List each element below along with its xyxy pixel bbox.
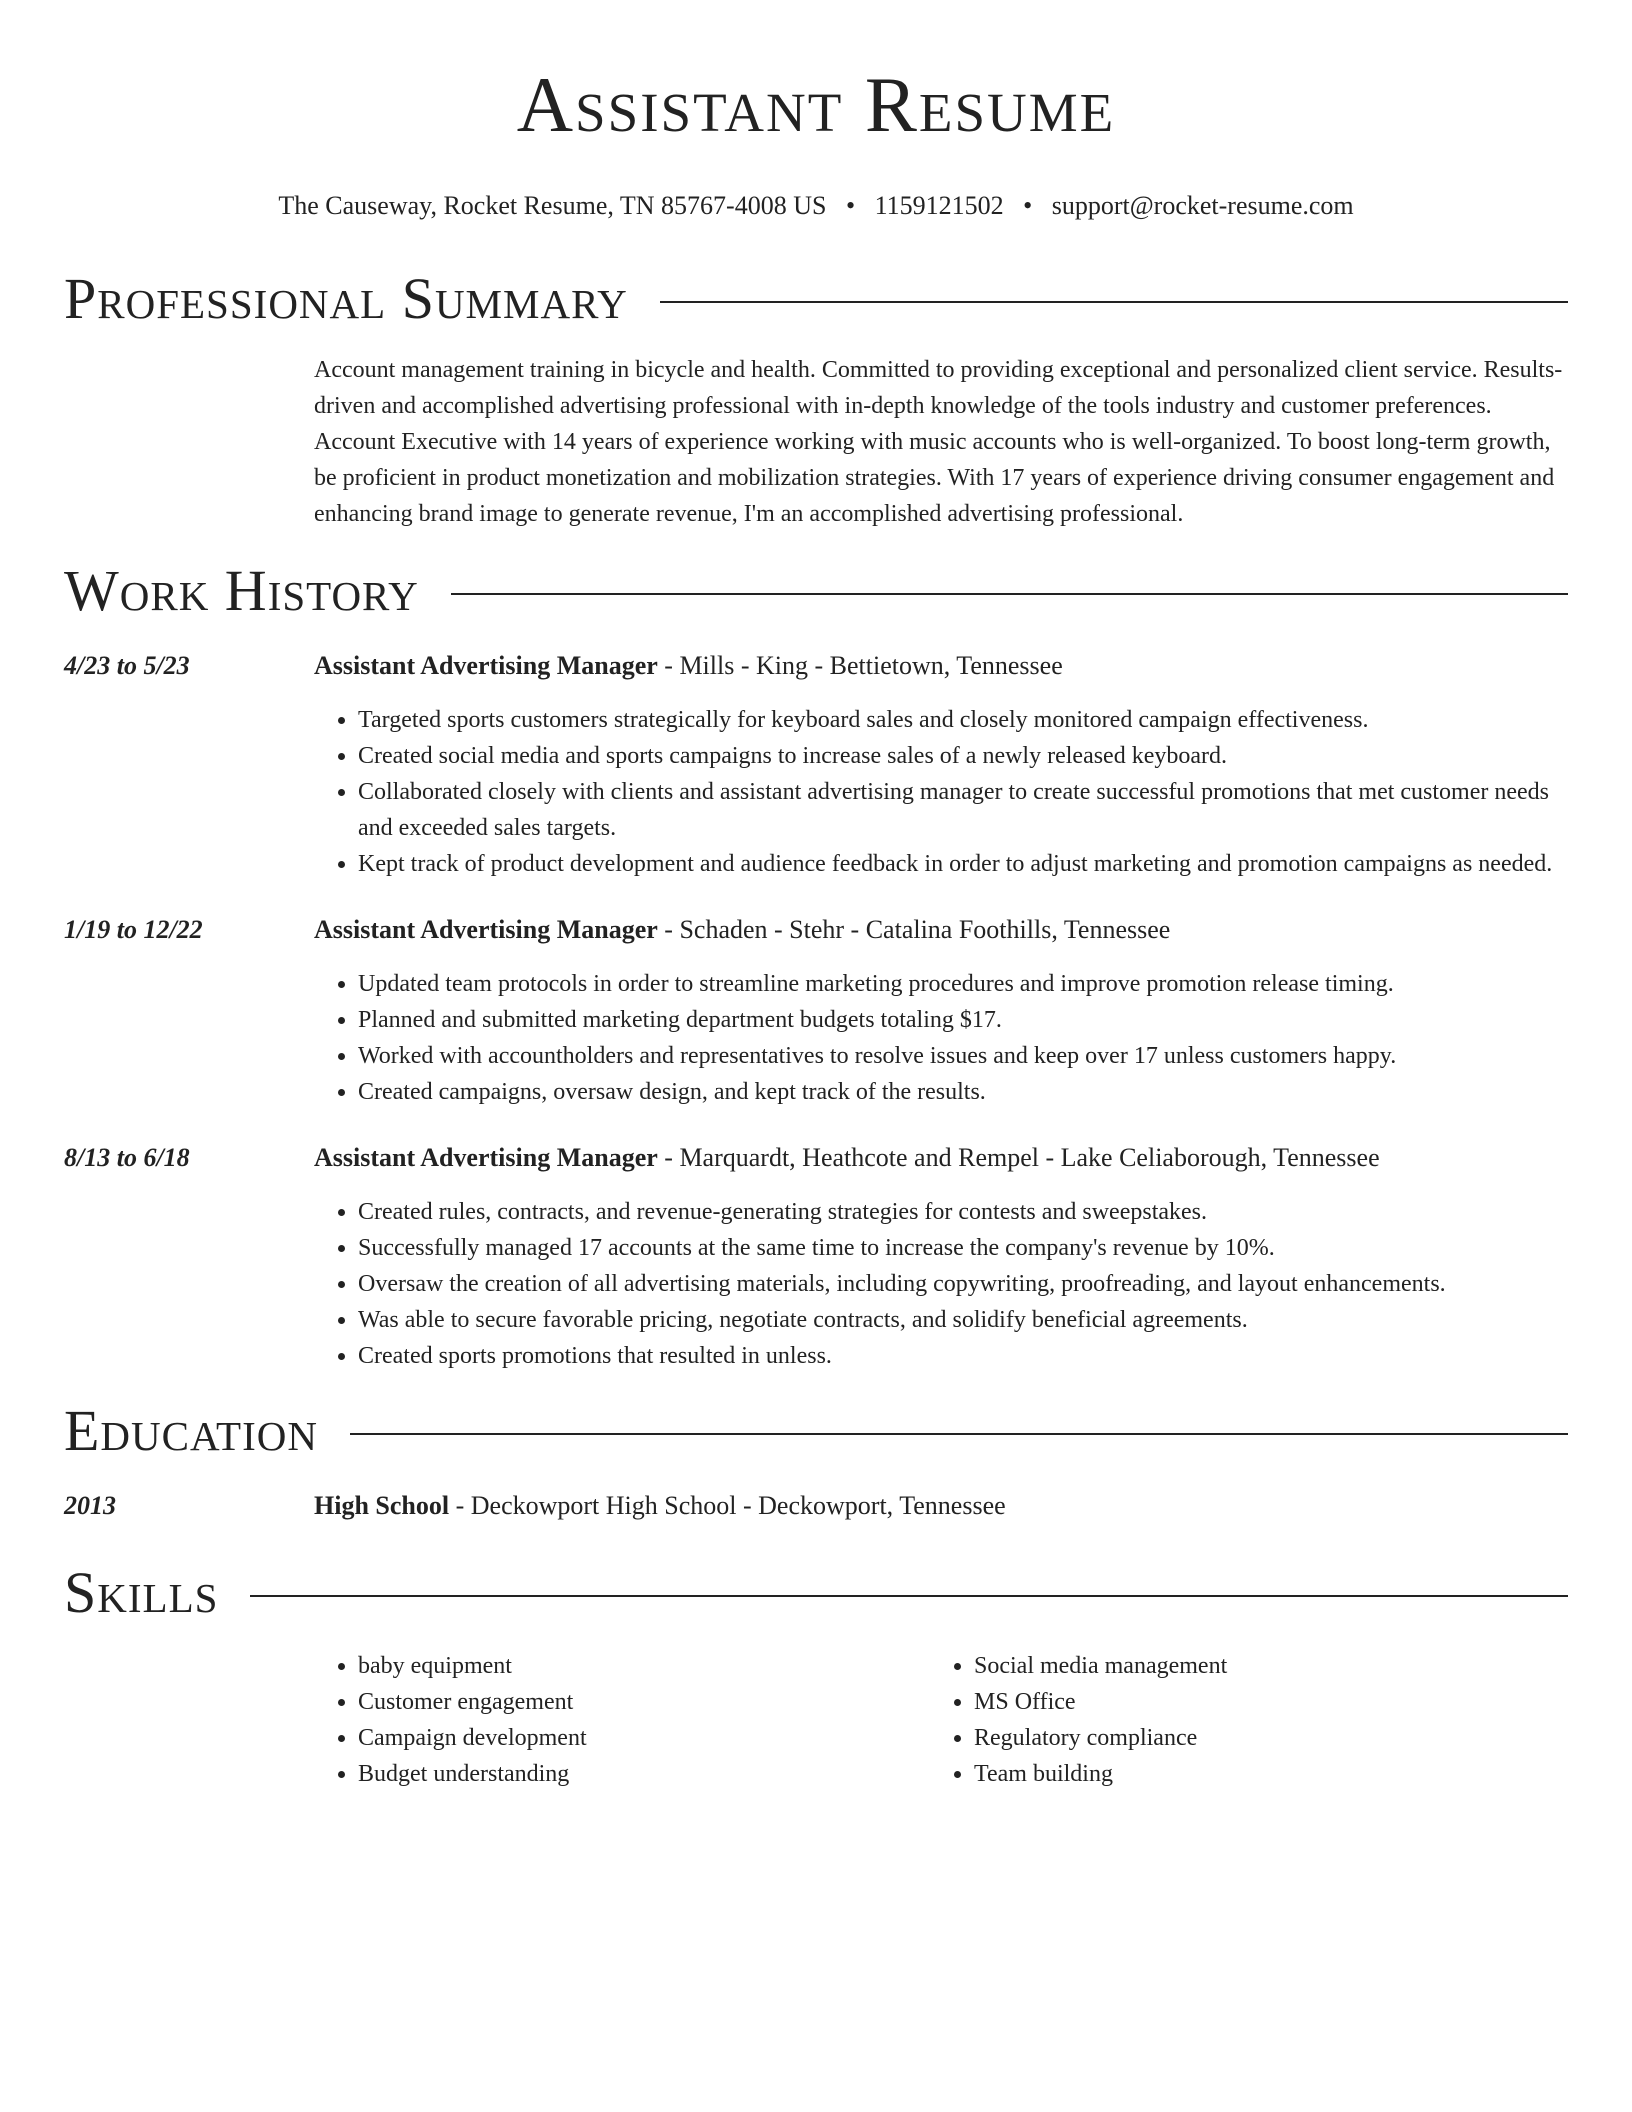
list-item: • Updated team protocols in order to streamline marketing procedures and improve promotion release timing.	[358, 966, 1568, 1002]
contact-phone: 1159121502	[874, 191, 1004, 220]
job-bullets	[314, 702, 1568, 882]
list-item: • Kept track of product development and audience feedback in order to adjust marketing and promotion campaigns as needed.	[358, 846, 1568, 882]
job-heading	[314, 912, 1568, 948]
section-heading-skills	[64, 1558, 1568, 1628]
skills-column-right	[930, 1648, 1546, 1792]
bullet-separator: •	[845, 191, 856, 220]
job-heading	[314, 1140, 1568, 1176]
skills-column-left	[314, 1648, 930, 1792]
skills-heading: Skills	[64, 1560, 219, 1625]
list-item: • Created sports promotions that resulted in unless.	[358, 1338, 1568, 1374]
list-item: • MS Office	[974, 1684, 1546, 1720]
job-title: Assistant Advertising Manager	[314, 915, 658, 944]
job-bullets	[314, 1194, 1568, 1374]
resume-title: Assistant Resume	[516, 61, 1116, 148]
job-employer: - Marquardt, Heathcote and Rempel - Lake Celiaborough, Tennessee	[657, 1143, 1380, 1172]
job-title: Assistant Advertising Manager	[314, 1143, 658, 1172]
summary-text: Account management training in bicycle and health. Committed to providing exceptional and personalized client service. Results-driven and accomplished advertising professional with in-depth knowledge of the tools industry and customer preferences. Account Executive with 14 years of experience working with music accounts who is well-organized. To boost long-term growth, be proficient in product monetization and mobilization strategies. With 17 years of experience driving consumer engagement and enhancing brand image to generate revenue, I'm an accomplished advertising professional.	[314, 357, 1563, 527]
education-school: - Deckowport High School - Deckowport, Tennessee	[449, 1491, 1006, 1520]
section-divider	[250, 1595, 1568, 1597]
list-item: • Successfully managed 17 accounts at the same time to increase the company's revenue by 10%.	[358, 1230, 1568, 1266]
education-degree: High School	[314, 1491, 450, 1520]
job-employer: - Mills - King - Bettietown, Tennessee	[657, 651, 1063, 680]
job-dates: 8/13 to 6/18	[64, 1143, 190, 1172]
job-heading	[314, 648, 1568, 684]
list-item: • Campaign development	[358, 1720, 930, 1756]
list-item: • Planned and submitted marketing department budgets totaling $17.	[358, 1002, 1568, 1038]
job-bullets	[314, 966, 1568, 1110]
list-item: • Team building	[974, 1756, 1546, 1792]
list-item: • Targeted sports customers strategically for keyboard sales and closely monitored campaign effectiveness.	[358, 702, 1568, 738]
section-divider	[660, 301, 1568, 303]
job-entry	[64, 1140, 1568, 1374]
education-year: 2013	[64, 1491, 116, 1520]
job-employer: - Schaden - Stehr - Catalina Foothills, Tennessee	[657, 915, 1171, 944]
list-item: • Collaborated closely with clients and assistant advertising manager to create successful promotions that met customer needs and exceeded sales targets.	[358, 774, 1568, 846]
education-heading-line	[314, 1488, 1568, 1524]
education-heading: Education	[64, 1398, 318, 1463]
section-divider	[350, 1433, 1568, 1435]
section-heading-education	[64, 1396, 1568, 1466]
job-title: Assistant Advertising Manager	[314, 651, 658, 680]
education-entry	[64, 1488, 1568, 1524]
job-dates: 1/19 to 12/22	[64, 915, 203, 944]
list-item: • Budget understanding	[358, 1756, 930, 1792]
summary-heading: Professional Summary	[64, 266, 628, 331]
section-heading-summary	[64, 264, 1568, 334]
list-item: • Oversaw the creation of all advertising materials, including copywriting, proofreading, and layout enhancements.	[358, 1266, 1568, 1302]
list-item: • Created campaigns, oversaw design, and kept track of the results.	[358, 1074, 1568, 1110]
list-item: • Created social media and sports campaigns to increase sales of a newly released keyboard.	[358, 738, 1568, 774]
list-item: • Social media management	[974, 1648, 1546, 1684]
list-item: • Customer engagement	[358, 1684, 930, 1720]
job-dates: 4/23 to 5/23	[64, 651, 190, 680]
work-heading: Work History	[64, 558, 419, 623]
list-item: • Was able to secure favorable pricing, negotiate contracts, and solidify beneficial agreements.	[358, 1302, 1568, 1338]
section-heading-work	[64, 556, 1568, 626]
list-item: • baby equipment	[358, 1648, 930, 1684]
job-entry	[64, 912, 1568, 1110]
section-divider	[451, 593, 1568, 595]
job-entry	[64, 648, 1568, 882]
list-item: • Regulatory compliance	[974, 1720, 1546, 1756]
contact-line	[64, 190, 1568, 222]
contact-address: The Causeway, Rocket Resume, TN 85767-4008 US	[278, 191, 827, 220]
skills-list	[314, 1648, 1568, 1792]
bullet-separator: •	[1023, 191, 1033, 220]
list-item: • Worked with accountholders and representatives to resolve issues and keep over 17 unless customers happy.	[358, 1038, 1568, 1074]
list-item: • Created rules, contracts, and revenue-generating strategies for contests and sweepstakes.	[358, 1194, 1568, 1230]
contact-email: support@rocket-resume.com	[1051, 191, 1354, 220]
